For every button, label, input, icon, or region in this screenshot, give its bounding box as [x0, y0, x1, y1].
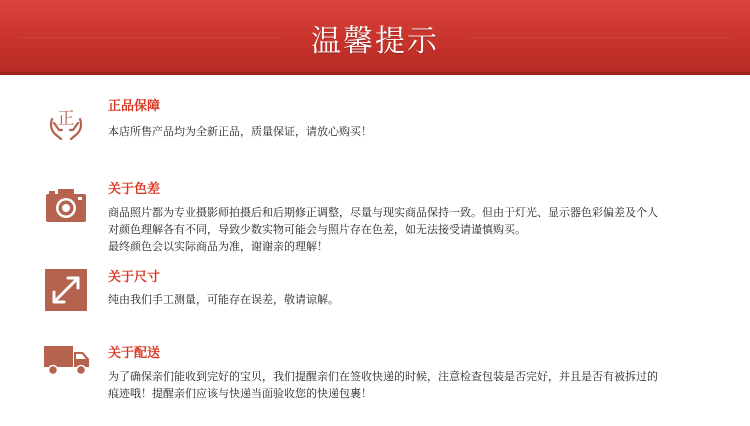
section-delivery: [0, 344, 750, 414]
section-title: 关于尺寸: [108, 270, 161, 285]
section-line: 本店所售产品均为全新正品，质量保证，请放心购买！: [108, 125, 372, 138]
section-size: [0, 268, 750, 318]
section-line: 对颜色理解各有不同，导致少数实物可能会与照片存在色差，如无法接受请谨慎购买。: [108, 223, 526, 236]
section-line: 商品照片都为专业摄影师拍摄后和后期修正调整，尽量与现实商品保持一致。但由于灯光、显示器色彩偏差及个人: [108, 206, 658, 219]
page-title: 温馨提示: [311, 24, 439, 59]
section-line: 为了确保亲们能收到完好的宝贝，我们提醒亲们在签收快递的时候，注意检查包装是否完好，并且是否有被拆过的: [108, 370, 658, 383]
hands-zheng-icon: [44, 99, 88, 143]
camera-icon: [44, 184, 88, 228]
section-body: [108, 204, 740, 255]
section-body: [108, 291, 740, 308]
section-authentic-guarantee: [0, 95, 750, 155]
section-title: 关于配送: [108, 346, 161, 361]
section-color-difference: [0, 180, 750, 260]
section-title: 关于色差: [108, 182, 161, 197]
section-title: 正品保障: [108, 99, 161, 114]
section-line: 痕迹哦！提醒亲们应该与快递当面验收您的快递包裹！: [108, 387, 372, 400]
ruler-arrow-icon: [44, 268, 88, 312]
zheng-glyph: 正: [57, 109, 75, 129]
section-body: [108, 368, 740, 402]
section-line: 最终颜色会以实际商品为准，谢谢亲的理解！: [108, 240, 328, 253]
section-line: 纯由我们手工测量，可能存在误差，敬请谅解。: [108, 293, 339, 306]
header-banner: [0, 0, 750, 75]
section-body: [108, 123, 740, 140]
truck-icon: [44, 344, 90, 388]
